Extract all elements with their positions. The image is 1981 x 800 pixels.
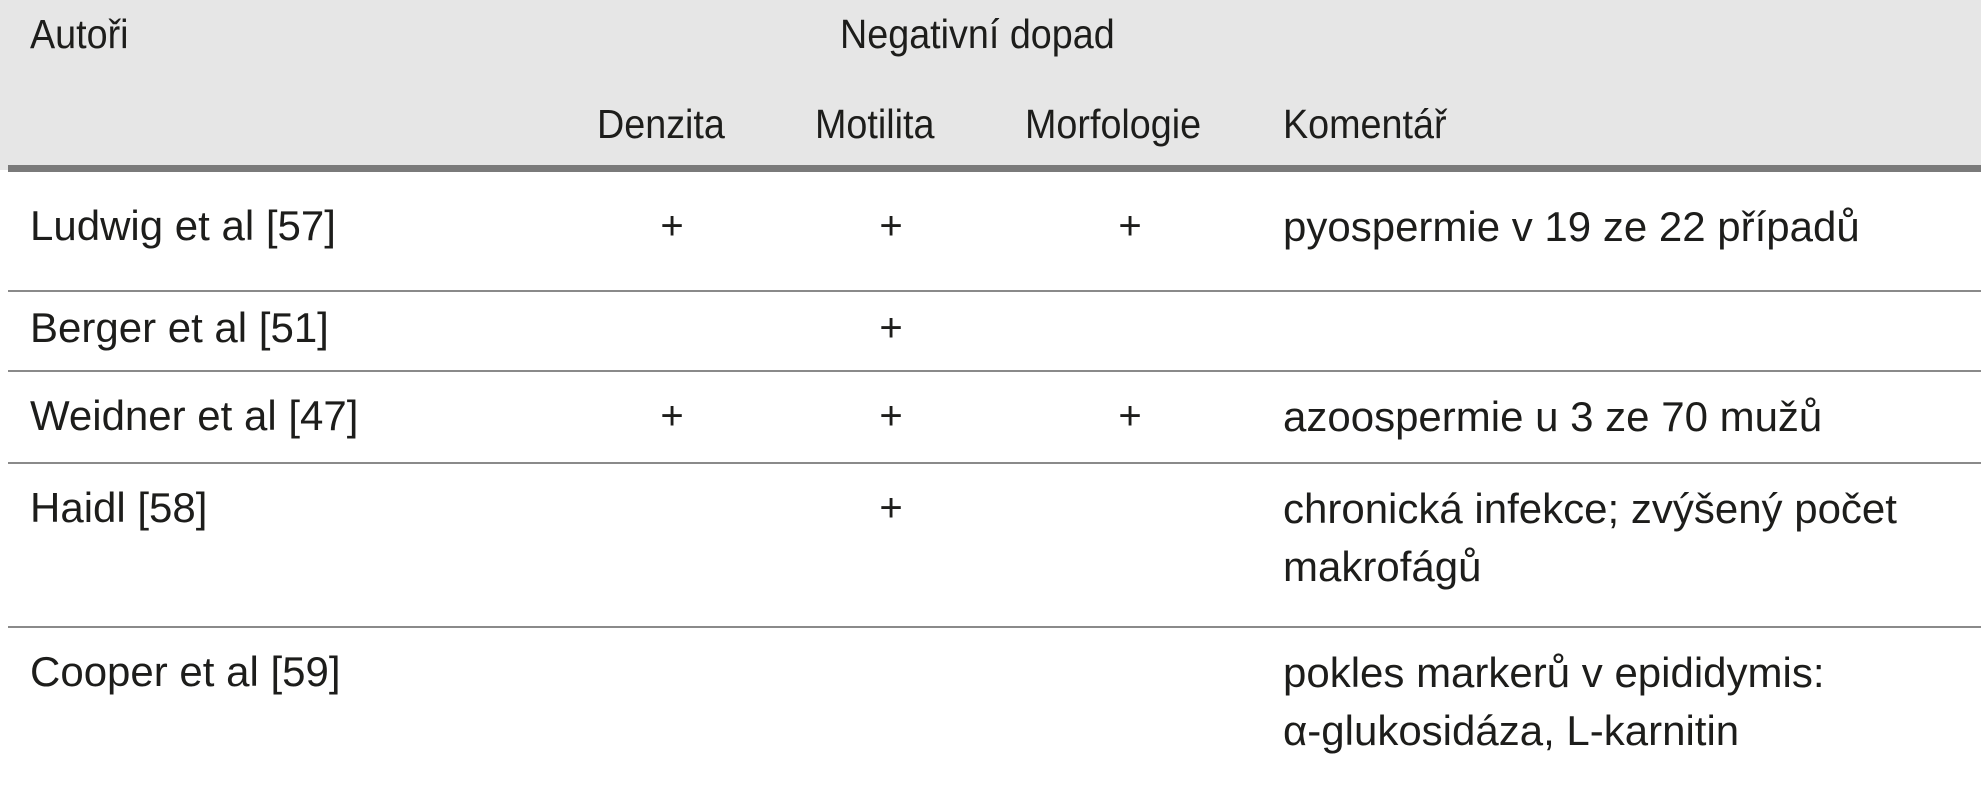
row-comment-line: azoospermie u 3 ze 70 mužů xyxy=(1283,393,1823,440)
row-comment xyxy=(1283,388,1973,446)
row-author: Ludwig et al [57] xyxy=(30,202,336,249)
row-author: Cooper et al [59] xyxy=(30,648,341,695)
row-author: Haidl [58] xyxy=(30,484,208,531)
table-row xyxy=(0,292,1981,372)
row-morphology-mark: + xyxy=(1118,204,1142,248)
header-authors: Autoři xyxy=(30,11,129,57)
table-row xyxy=(0,172,1981,290)
row-density-mark: + xyxy=(660,204,684,248)
header-row-sub xyxy=(0,80,1981,170)
row-comment xyxy=(1283,644,1973,760)
row-comment-line: pokles markerů v epididymis: xyxy=(1283,649,1825,696)
row-morphology-mark: + xyxy=(1118,394,1142,438)
header-rule xyxy=(8,165,1981,172)
header-comment: Komentář xyxy=(1283,101,1447,147)
header-morphology: Morfologie xyxy=(1025,101,1202,147)
row-motility-mark: + xyxy=(879,204,903,248)
row-author: Berger et al [51] xyxy=(30,304,329,351)
row-motility-mark: + xyxy=(879,394,903,438)
header-motility: Motilita xyxy=(815,101,935,147)
table-row xyxy=(0,628,1981,800)
row-motility-mark: + xyxy=(879,306,903,350)
table-row xyxy=(0,372,1981,464)
row-author: Weidner et al [47] xyxy=(30,392,359,439)
row-comment-line: pyospermie v 19 ze 22 případů xyxy=(1283,203,1860,250)
row-comment xyxy=(1283,480,1973,596)
table-row xyxy=(0,464,1981,626)
row-comment-line: chronická infekce; zvýšený počet xyxy=(1283,485,1897,532)
header-row-top xyxy=(0,0,1981,80)
row-density-mark: + xyxy=(660,394,684,438)
row-comment-line: α-glukosidáza, L-karnitin xyxy=(1283,707,1740,754)
header-negative-impact: Negativní dopad xyxy=(840,11,1115,57)
header-density: Denzita xyxy=(597,101,725,147)
row-comment-line: makrofágů xyxy=(1283,543,1482,590)
row-motility-mark: + xyxy=(879,486,903,530)
row-comment xyxy=(1283,198,1973,256)
